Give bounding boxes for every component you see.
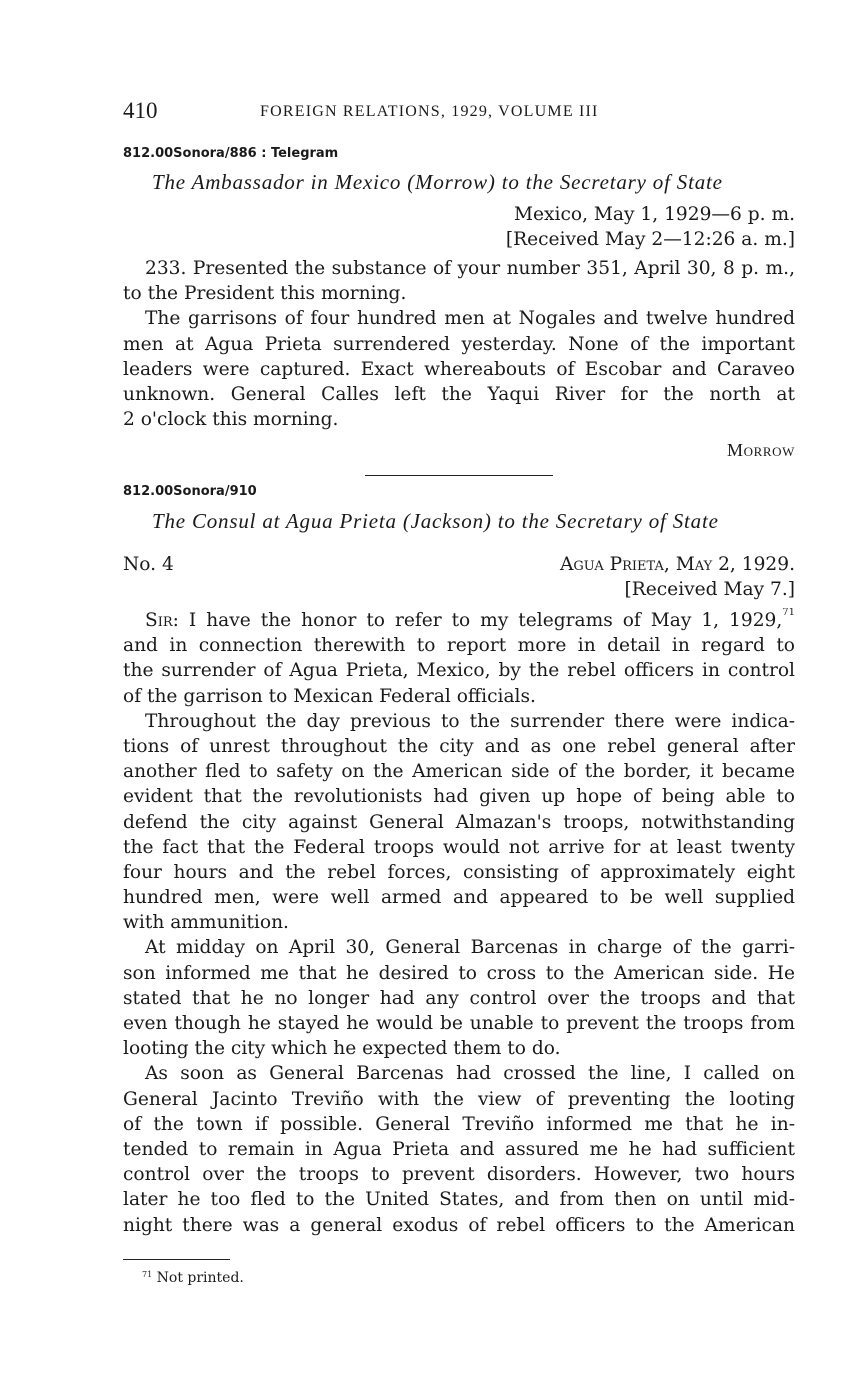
paragraph-line: 2 o'clock this morning. (123, 409, 339, 431)
document-title: The Ambassador in Mexico (Morrow) to the Secretary of State (152, 170, 723, 194)
file-reference: 812.00Sonora/886 : Telegram (123, 146, 339, 161)
paragraph-line: men at Agua Prieta surrendered yesterday. None of the important (123, 333, 795, 355)
paragraph-line: to the President this morning. (123, 283, 407, 305)
salutation: Sir: (145, 610, 179, 631)
paragraph-line: tended to remain in Agua Prieta and assured me he had sufficient (123, 1138, 795, 1160)
dateline-place: Agua Prieta, May 2, 1929. (559, 554, 795, 575)
footnote-rule (123, 1259, 230, 1260)
paragraph-line: unknown. General Calles left the Yaqui River for the north at (123, 383, 795, 405)
paragraph-line: and in connection therewith to report more in detail in regard to (123, 635, 795, 657)
paragraph-line: defend the city against General Almazan's troops, notwithstanding (123, 811, 795, 833)
footnote-reference: 71 (782, 608, 795, 618)
despatch-body (123, 608, 795, 1238)
file-reference: 812.00Sonora/910 (123, 484, 257, 499)
paragraph-line: leaders were captured. Exact whereabouts of Escobar and Caraveo (123, 358, 795, 380)
section-divider (365, 475, 553, 476)
paragraph-line: the fact that the Federal troops would not arrive for at least twenty (123, 836, 795, 858)
paragraph-line: another fled to safety on the American side of the border, it became (123, 761, 795, 783)
paragraph-line: evident that the revolutionists had given up hope of being able to (123, 786, 795, 808)
dateline (506, 202, 795, 252)
footnote-number: 71 (142, 1270, 153, 1279)
paragraph-line: looting the city which he expected them to do. (123, 1038, 561, 1060)
paragraph-line: stated that he no longer had any control over the troops and that (123, 987, 795, 1009)
page-number: 410 (123, 98, 158, 123)
dateline-place: Mexico, May 1, 1929—6 p. m. (513, 204, 795, 225)
paragraph-line: of the town if possible. General Treviño informed me that he in- (123, 1113, 795, 1135)
paragraph-line: control over the troops to prevent disorders. However, two hours (123, 1164, 795, 1186)
dateline (560, 552, 795, 602)
paragraph-line: As soon as General Barcenas had crossed the line, I called on (145, 1063, 795, 1085)
paragraph-line: 233. Presented the substance of your number 351, April 30, 8 p. m., (145, 258, 795, 279)
paragraph-line: the surrender of Agua Prieta, Mexico, by the rebel officers in control (123, 660, 795, 682)
paragraph-line: The garrisons of four hundred men at Nogales and twelve hundred (145, 308, 795, 330)
received-line: [Received May 2—12:26 a. m.] (505, 229, 795, 251)
footnote (142, 1270, 244, 1286)
paragraph-line: with ammunition. (123, 912, 289, 934)
despatch-number: No. 4 (123, 554, 174, 575)
document-title: The Consul at Agua Prieta (Jackson) to the Secretary of State (152, 509, 719, 533)
paragraph-line: tions of unrest throughout the city and as one rebel general after (123, 735, 795, 757)
running-title: FOREIGN RELATIONS, 1929, VOLUME III (260, 103, 599, 120)
signature: Morrow (727, 440, 795, 460)
paragraph-line: later he too fled to the United States, and from then on until mid- (123, 1189, 795, 1211)
paragraph-line: of the garrison to Mexican Federal officials. (123, 685, 536, 707)
paragraph-line: night there was a general exodus of rebel officers to the American (123, 1214, 795, 1236)
paragraph-line (123, 608, 795, 633)
paragraph-line: four hours and the rebel forces, consisting of approximately eight (123, 861, 795, 883)
paragraph-line: General Jacinto Treviño with the view of preventing the looting (123, 1088, 795, 1110)
paragraph-line: At midday on April 30, General Barcenas in charge of the garri- (145, 937, 795, 959)
paragraph-text: I have the honor to refer to my telegrams of May 1, 1929, (178, 610, 783, 631)
paragraph-line: even though he stayed he would be unable to prevent the troops from (123, 1013, 795, 1035)
paragraph-line: hundred men, were well armed and appeared to be well supplied (123, 887, 795, 909)
paragraph-line: son informed me that he desired to cross to the American side. He (123, 962, 795, 984)
telegram-body (123, 256, 795, 432)
paragraph-line: Throughout the day previous to the surrender there were indica- (145, 710, 795, 732)
received-line: [Received May 7.] (624, 579, 795, 601)
footnote-text: Not printed. (156, 1270, 244, 1286)
